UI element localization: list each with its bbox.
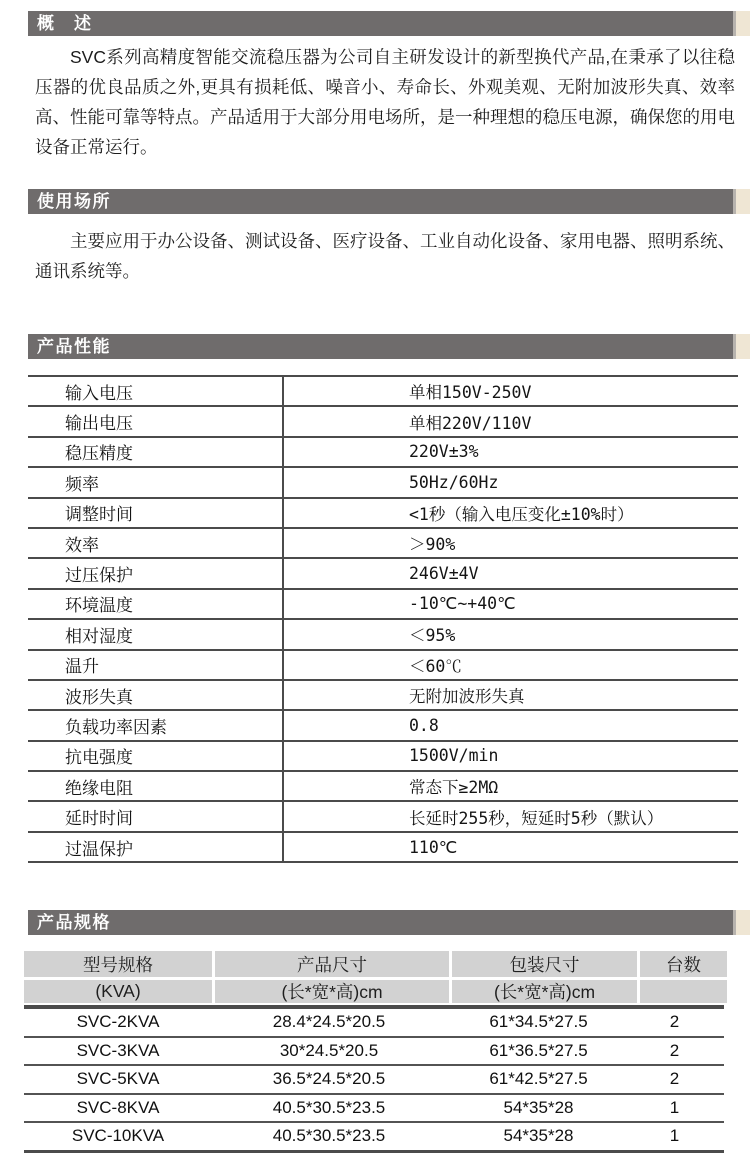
column-header-cell: (长*宽*高)cm [215, 980, 449, 1003]
table-row [24, 1038, 724, 1067]
spec-value-cell: ＞90% [283, 528, 738, 558]
table-row [28, 650, 738, 680]
table-row [28, 437, 738, 467]
table-cell: 61*42.5*27.5 [489, 1069, 588, 1089]
spec-label-cell: 调整时间 [28, 498, 283, 528]
column-header-cell [640, 980, 727, 1003]
specs-table-header [24, 951, 724, 1003]
table-cell: 2 [669, 1012, 680, 1032]
spec-value-cell: 单相220V/110V [283, 406, 738, 436]
spec-label-cell: 过压保护 [28, 558, 283, 588]
section-header-performance [28, 334, 750, 359]
section-title-specs: 产品规格 [28, 910, 733, 935]
table-row [24, 1066, 724, 1095]
section-title-usage: 使用场所 [28, 189, 733, 214]
section-header-specs [28, 910, 750, 935]
table-cell: 36.5*24.5*20.5 [272, 1069, 386, 1089]
spec-value-cell: ＜60℃ [283, 650, 738, 680]
table-cell: 40.5*30.5*23.5 [272, 1097, 386, 1117]
spec-label-cell: 延时时间 [28, 801, 283, 831]
table-cell: 2 [669, 1069, 680, 1089]
spec-label-cell: 效率 [28, 528, 283, 558]
specs-table [24, 951, 724, 1153]
table-row [28, 406, 738, 436]
spec-value-cell: <1秒（输入电压变化±10%时） [283, 498, 738, 528]
table-row [28, 680, 738, 710]
table-row [28, 589, 738, 619]
table-row [24, 1009, 724, 1038]
spec-value-cell: 无附加波形失真 [283, 680, 738, 710]
bar-accent-square [736, 11, 750, 36]
table-row [28, 467, 738, 497]
table-cell: 54*35*28 [503, 1097, 574, 1117]
spec-value-cell: 单相150V-250V [283, 376, 738, 406]
spec-value-cell: -10℃~+40℃ [283, 589, 738, 619]
table-row [28, 771, 738, 801]
table-row [28, 710, 738, 740]
spec-label-cell: 输出电压 [28, 406, 283, 436]
specs-table-body [24, 1009, 724, 1153]
table-cell: SVC-10KVA [71, 1126, 165, 1146]
table-row [28, 619, 738, 649]
table-cell: 2 [669, 1040, 680, 1060]
spec-label-cell: 抗电强度 [28, 741, 283, 771]
table-cell: 30*24.5*20.5 [279, 1040, 379, 1060]
table-row [28, 832, 738, 862]
table-cell: SVC-8KVA [76, 1097, 160, 1117]
table-row [28, 528, 738, 558]
table-cell: 61*36.5*27.5 [489, 1040, 588, 1060]
table-row [28, 376, 738, 406]
spec-label-cell: 绝缘电阻 [28, 771, 283, 801]
column-header-cell: 型号规格 [24, 951, 212, 977]
table-cell: SVC-2KVA [76, 1012, 160, 1032]
table-row [24, 1095, 724, 1124]
spec-label-cell: 输入电压 [28, 376, 283, 406]
table-cell: 54*35*28 [503, 1126, 574, 1146]
spec-value-cell: 1500V/min [283, 741, 738, 771]
spec-value-cell: 常态下≥2MΩ [283, 771, 738, 801]
bar-accent-square [736, 189, 750, 214]
table-row [28, 801, 738, 831]
spec-value-cell: 246V±4V [283, 558, 738, 588]
performance-table [28, 375, 738, 863]
bar-accent-square [736, 910, 750, 935]
section-header-usage [28, 189, 750, 214]
table-cell: 40.5*30.5*23.5 [272, 1126, 386, 1146]
spec-label-cell: 温升 [28, 650, 283, 680]
spec-label-cell: 环境温度 [28, 589, 283, 619]
spec-value-cell: 0.8 [283, 710, 738, 740]
table-cell: 1 [669, 1097, 680, 1117]
table-row [28, 558, 738, 588]
spec-value-cell: 50Hz/60Hz [283, 467, 738, 497]
section-title-overview: 概 述 [28, 11, 733, 36]
table-cell: 61*34.5*27.5 [489, 1012, 588, 1032]
table-row [24, 1123, 724, 1153]
spec-value-cell: ＜95% [283, 619, 738, 649]
column-header-cell: 台数 [640, 951, 727, 977]
table-cell: SVC-5KVA [76, 1069, 160, 1089]
section-header-overview [28, 11, 750, 36]
usage-paragraph: 主要应用于办公设备、测试设备、医疗设备、工业自动化设备、家用电器、照明系统、通讯系统等。 [35, 231, 735, 281]
table-cell: 1 [669, 1126, 680, 1146]
table-row [28, 741, 738, 771]
overview-paragraph: SVC系列高精度智能交流稳压器为公司自主研发设计的新型换代产品,在秉承了以往稳压器的优良品质之外,更具有损耗低、噪音小、寿命长、外观美观、无附加波形失真、效率高、性能可靠等特点。产品适用于大部分用电场所，是一种理想的稳压电源，确保您的用电设备正常运行。 [35, 47, 735, 157]
section-title-performance: 产品性能 [28, 334, 733, 359]
spec-value-cell: 110℃ [283, 832, 738, 862]
column-header-cell: 产品尺寸 [215, 951, 449, 977]
column-header-cell: (KVA) [24, 980, 212, 1003]
column-header-cell: (长*宽*高)cm [452, 980, 637, 1003]
spec-label-cell: 过温保护 [28, 832, 283, 862]
spec-label-cell: 负载功率因素 [28, 710, 283, 740]
spec-value-cell: 长延时255秒，短延时5秒（默认） [283, 801, 738, 831]
spec-value-cell: 220V±3% [283, 437, 738, 467]
spec-label-cell: 频率 [28, 467, 283, 497]
table-cell: 28.4*24.5*20.5 [272, 1012, 386, 1032]
table-row [28, 498, 738, 528]
table-cell: SVC-3KVA [76, 1040, 160, 1060]
spec-label-cell: 稳压精度 [28, 437, 283, 467]
column-header-cell: 包装尺寸 [452, 951, 637, 977]
spec-label-cell: 相对湿度 [28, 619, 283, 649]
bar-accent-square [736, 334, 750, 359]
spec-label-cell: 波形失真 [28, 680, 283, 710]
